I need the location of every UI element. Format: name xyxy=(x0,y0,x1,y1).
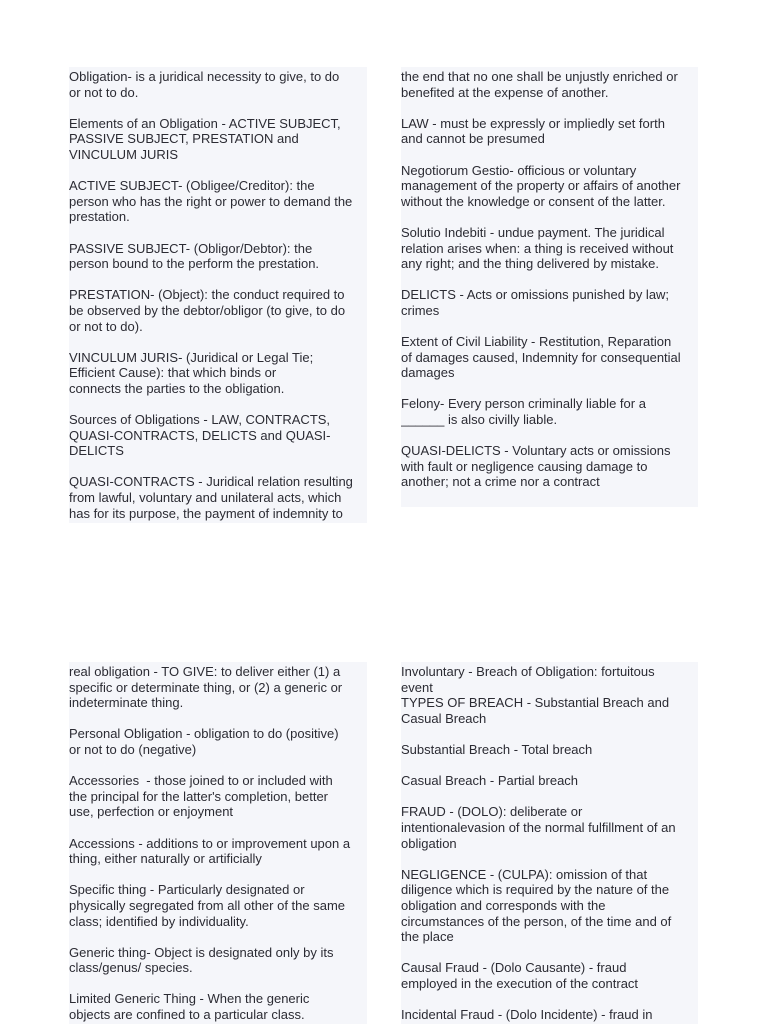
definition-vinculum-juris: VINCULUM JURIS- (Juridical or Legal Tie; Efficient Cause): that which binds or connects the parties to the obligation. xyxy=(69,349,314,396)
definition-casual-breach: Casual Breach - Partial breach xyxy=(401,773,579,789)
definition-fraud: FRAUD - (DOLO): deliberate or intentionalevasion of the normal fulfillment of an obligation xyxy=(401,804,676,851)
definition-limited-generic-thing: Limited Generic Thing - When the generic objects are confined to a particular class. xyxy=(69,991,310,1023)
definition-delicts: DELICTS - Acts or omissions punished by law; crimes xyxy=(401,287,670,318)
definition-causal-fraud: Causal Fraud - (Dolo Causante) - fraud employed in the execution of the contract xyxy=(401,960,639,991)
definition-real-obligation: real obligation - TO GIVE: to deliver either (1) a specific or determinate thing, or (2) a generic or indeterminate thing. xyxy=(69,664,343,711)
definition-involuntary-breach: Involuntary - Breach of Obligation: fortuitous event xyxy=(401,664,655,695)
page-1-left-column xyxy=(69,67,367,523)
definition-solutio-indebiti: Solutio Indebiti - undue payment. The juridical relation arises when: a thing is received without any right; and the thing delivered by mistake. xyxy=(401,224,674,272)
definition-sources-of-obligations: Sources of Obligations - LAW, CONTRACTS, QUASI-CONTRACTS, DELICTS and QUASI- DELICTS xyxy=(69,412,331,459)
page-1-right-column xyxy=(401,67,698,507)
definition-prestation: PRESTATION- (Object): the conduct required to be observed by the debtor/obligor (to give, to do or not to do). xyxy=(69,287,346,334)
definition-accessions: Accessions - additions to or improvement upon a thing, either naturally or artificially xyxy=(69,835,351,867)
definition-law: LAW - must be expressly or impliedly set forth and cannot be presumed xyxy=(401,115,665,147)
page-2-left-column xyxy=(69,662,367,1024)
definition-types-of-breach: TYPES OF BREACH - Substantial Breach and Casual Breach xyxy=(401,695,670,726)
definition-personal-obligation: Personal Obligation - obligation to do (positive) or not to do (negative) xyxy=(69,726,339,757)
definition-extent-of-civil-liability: Extent of Civil Liability - Restitution, Reparation of damages caused, Indemnity for consequential damages xyxy=(401,334,681,381)
page-2-right-column xyxy=(401,662,698,1024)
definition-quasi-contracts: QUASI-CONTRACTS - Juridical relation resulting from lawful, voluntary and unilateral acts, which has for its purpose, the payment of indemnity to xyxy=(69,474,353,521)
definition-generic-thing: Generic thing- Object is designated only by its class/genus/ species. xyxy=(69,944,334,976)
definition-substantial-breach: Substantial Breach - Total breach xyxy=(401,741,593,757)
definition-quasi-contracts-continued: the end that no one shall be unjustly enriched or benefited at the expense of another. xyxy=(401,69,678,100)
definition-felony: Felony- Every person criminally liable for a ______ is also civilly liable. xyxy=(401,396,646,428)
definition-incidental-fraud: Incidental Fraud - (Dolo Incidente) - fraud in xyxy=(401,1007,653,1023)
definition-elements-of-obligation: Elements of an Obligation - ACTIVE SUBJECT, PASSIVE SUBJECT, PRESTATION and VINCULUM JURIS xyxy=(69,115,341,162)
definition-negotiorum-gestio: Negotiorum Gestio- officious or voluntary management of the property or affairs of another without the knowledge or consent of the latter. xyxy=(401,162,681,209)
definition-quasi-delicts: QUASI-DELICTS - Voluntary acts or omissions with fault or negligence causing damage to another; not a crime nor a contract xyxy=(401,443,671,490)
definition-specific-thing: Specific thing - Particularly designated or physically segregated from all other of the same class; identified by individuality. xyxy=(69,882,346,929)
definition-accessories: Accessories - those joined to or included with the principal for the latter's completion, better use, perfection or enjoyment xyxy=(69,773,333,820)
definition-obligation: Obligation- is a juridical necessity to give, to do or not to do. xyxy=(69,69,340,100)
definition-passive-subject: PASSIVE SUBJECT- (Obligor/Debtor): the person bound to the perform the prestation. xyxy=(69,240,320,272)
definition-negligence: NEGLIGENCE - (CULPA): omission of that diligence which is required by the nature of the obligation and corresponds with the circumstances of the person, of the time and of the place xyxy=(401,866,672,945)
definition-active-subject: ACTIVE SUBJECT- (Obligee/Creditor): the person who has the right or power to demand the prestation. xyxy=(69,178,353,225)
